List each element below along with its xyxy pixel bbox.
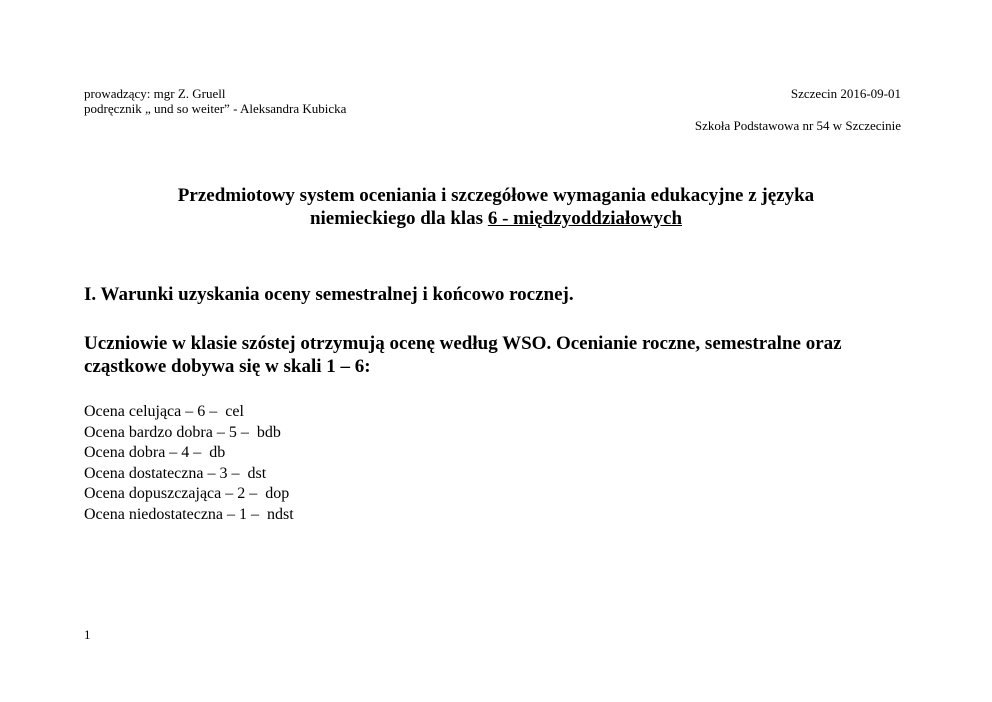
header-left	[84, 86, 346, 116]
section-heading: I. Warunki uzyskania oceny semestralnej i końcowo rocznej.	[84, 284, 574, 305]
textbook-line: podręcznik „ und so weiter” - Aleksandra Kubicka	[84, 101, 347, 116]
grade-item-cel: Ocena celująca – 6 – cel	[84, 403, 244, 420]
title-line-1: Przedmiotowy system oceniania i szczegółowe wymagania edukacyjne z języka	[177, 185, 815, 206]
title-class-designation: 6 - międzyoddziałowych	[487, 208, 683, 229]
document-title	[84, 184, 908, 230]
grade-scale-list	[84, 402, 294, 526]
grade-item-bdb: Ocena bardzo dobra – 5 – bdb	[84, 423, 281, 441]
page-number: 1	[84, 627, 91, 642]
grade-item-dop: Ocena dopuszczająca – 2 – dop	[84, 485, 290, 503]
school-line: Szkoła Podstawowa nr 54 w Szczecinie	[694, 118, 901, 133]
grade-item-db: Ocena dobra – 4 – db	[84, 444, 226, 462]
section-intro: Uczniowie w klasie szóstej otrzymują ocenę według WSO. Ocenianie roczne, semestralne oraz cząstkowe dobywa się w skali 1 – 6:	[84, 333, 842, 377]
grade-item-dst: Ocena dostateczna – 3 – dst	[84, 464, 267, 482]
teacher-line: prowadzący: mgr Z. Gruell	[84, 86, 226, 101]
date-line: Szczecin 2016-09-01	[790, 86, 901, 101]
title-line-2-prefix: niemieckiego dla klas	[309, 208, 488, 229]
grade-item-ndst: Ocena niedostateczna – 1 – ndst	[84, 505, 294, 523]
title-line-2	[84, 207, 908, 230]
